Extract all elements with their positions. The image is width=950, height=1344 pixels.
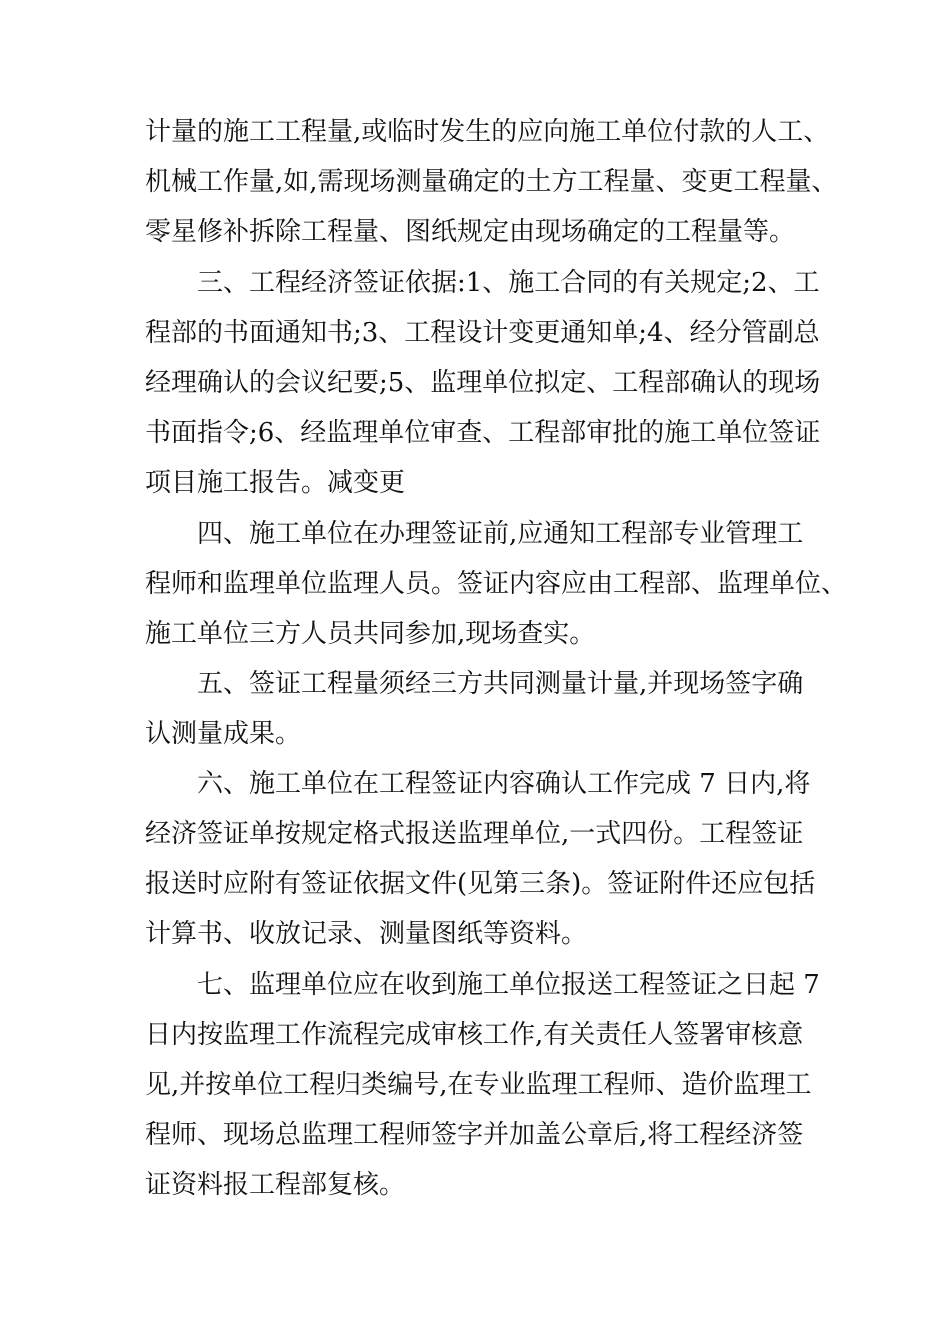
text-line: 零星修补拆除工程量、图纸规定由现场确定的工程量等。: [145, 217, 796, 247]
text-line: 计量的施工工程量,或临时发生的应向施工单位付款的人工、: [145, 117, 830, 147]
paragraph-6-first-line: 六、施工单位在工程签证内容确认工作完成 7 日内,将: [197, 769, 811, 799]
text-line: 程部的书面通知书;3、工程设计变更通知单;4、经分管副总: [145, 318, 820, 348]
text-line: 经济签证单按规定格式报送监理单位,一式四份。工程签证: [145, 819, 804, 849]
text-line: 程师和监理单位监理人员。签证内容应由工程部、监理单位、: [145, 569, 848, 599]
paragraph-5-first-line: 五、签证工程量须经三方共同测量计量,并现场签字确: [197, 669, 804, 699]
paragraph-3-first-line: 三、工程经济签证依据:1、施工合同的有关规定;2、工: [197, 268, 820, 298]
text-line: 机械工作量,如,需现场测量确定的土方工程量、变更工程量、: [145, 167, 838, 197]
paragraph-7-first-line: 七、监理单位应在收到施工单位报送工程签证之日起 7: [197, 970, 820, 1000]
text-line: 认测量成果。: [145, 719, 302, 749]
text-line: 证资料报工程部复核。: [145, 1170, 406, 1200]
text-line: 计算书、收放记录、测量图纸等资料。: [145, 919, 588, 949]
text-line: 书面指令;6、经监理单位审查、工程部审批的施工单位签证: [145, 418, 821, 448]
text-line: 经理确认的会议纪要;5、监理单位拟定、工程部确认的现场: [145, 368, 821, 398]
text-line: 项目施工报告。减变更: [145, 468, 406, 498]
text-line: 见,并按单位工程归类编号,在专业监理工程师、造价监理工: [145, 1070, 812, 1100]
text-line: 报送时应附有签证依据文件(见第三条)。签证附件还应包括: [145, 869, 816, 899]
text-line: 施工单位三方人员共同参加,现场查实。: [145, 619, 596, 649]
text-line: 程师、现场总监理工程师签字并加盖公章后,将工程经济签: [145, 1120, 804, 1150]
paragraph-4-first-line: 四、施工单位在办理签证前,应通知工程部专业管理工: [197, 519, 804, 549]
text-line: 日内按监理工作流程完成审核工作,有关责任人签署审核意: [145, 1020, 804, 1050]
